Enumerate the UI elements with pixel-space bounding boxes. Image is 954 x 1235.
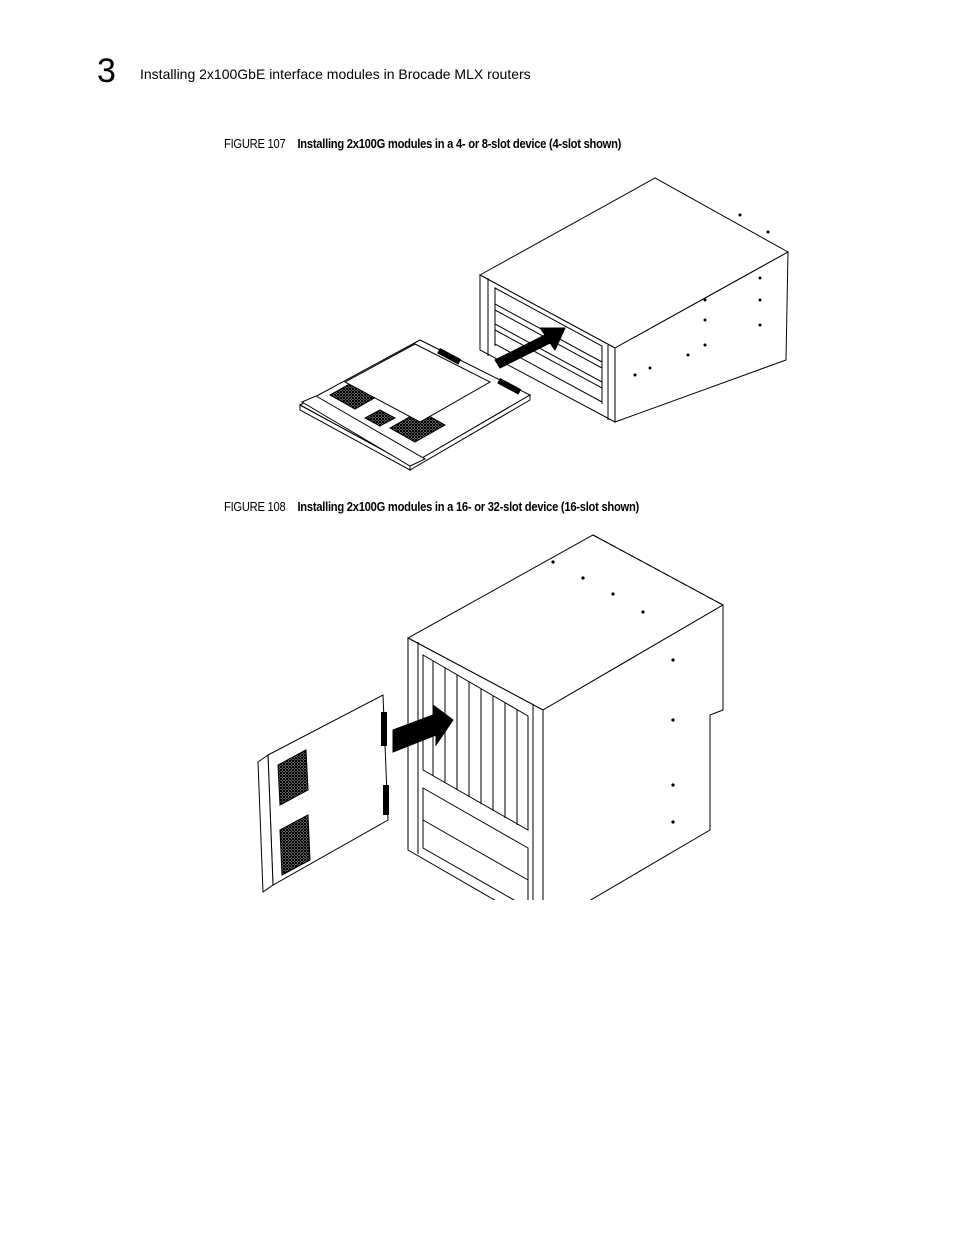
figure-107-caption <box>224 136 621 152</box>
figure-107-title: Installing 2x100G modules in a 4- or 8-slot device (4-slot shown) <box>297 136 622 151</box>
figure-107-label: FIGURE 107 <box>224 136 286 151</box>
chapter-number: 3 <box>97 52 116 90</box>
figure-108-caption <box>224 499 639 515</box>
figure-108-label: FIGURE 108 <box>224 499 286 514</box>
figure-108-illustration <box>248 530 728 900</box>
running-header-title: Installing 2x100GbE interface modules in Brocade MLX routers <box>140 66 531 82</box>
figure-108-title: Installing 2x100G modules in a 16- or 32-slot device (16-slot shown) <box>297 499 640 514</box>
figure-107-illustration <box>290 170 790 480</box>
